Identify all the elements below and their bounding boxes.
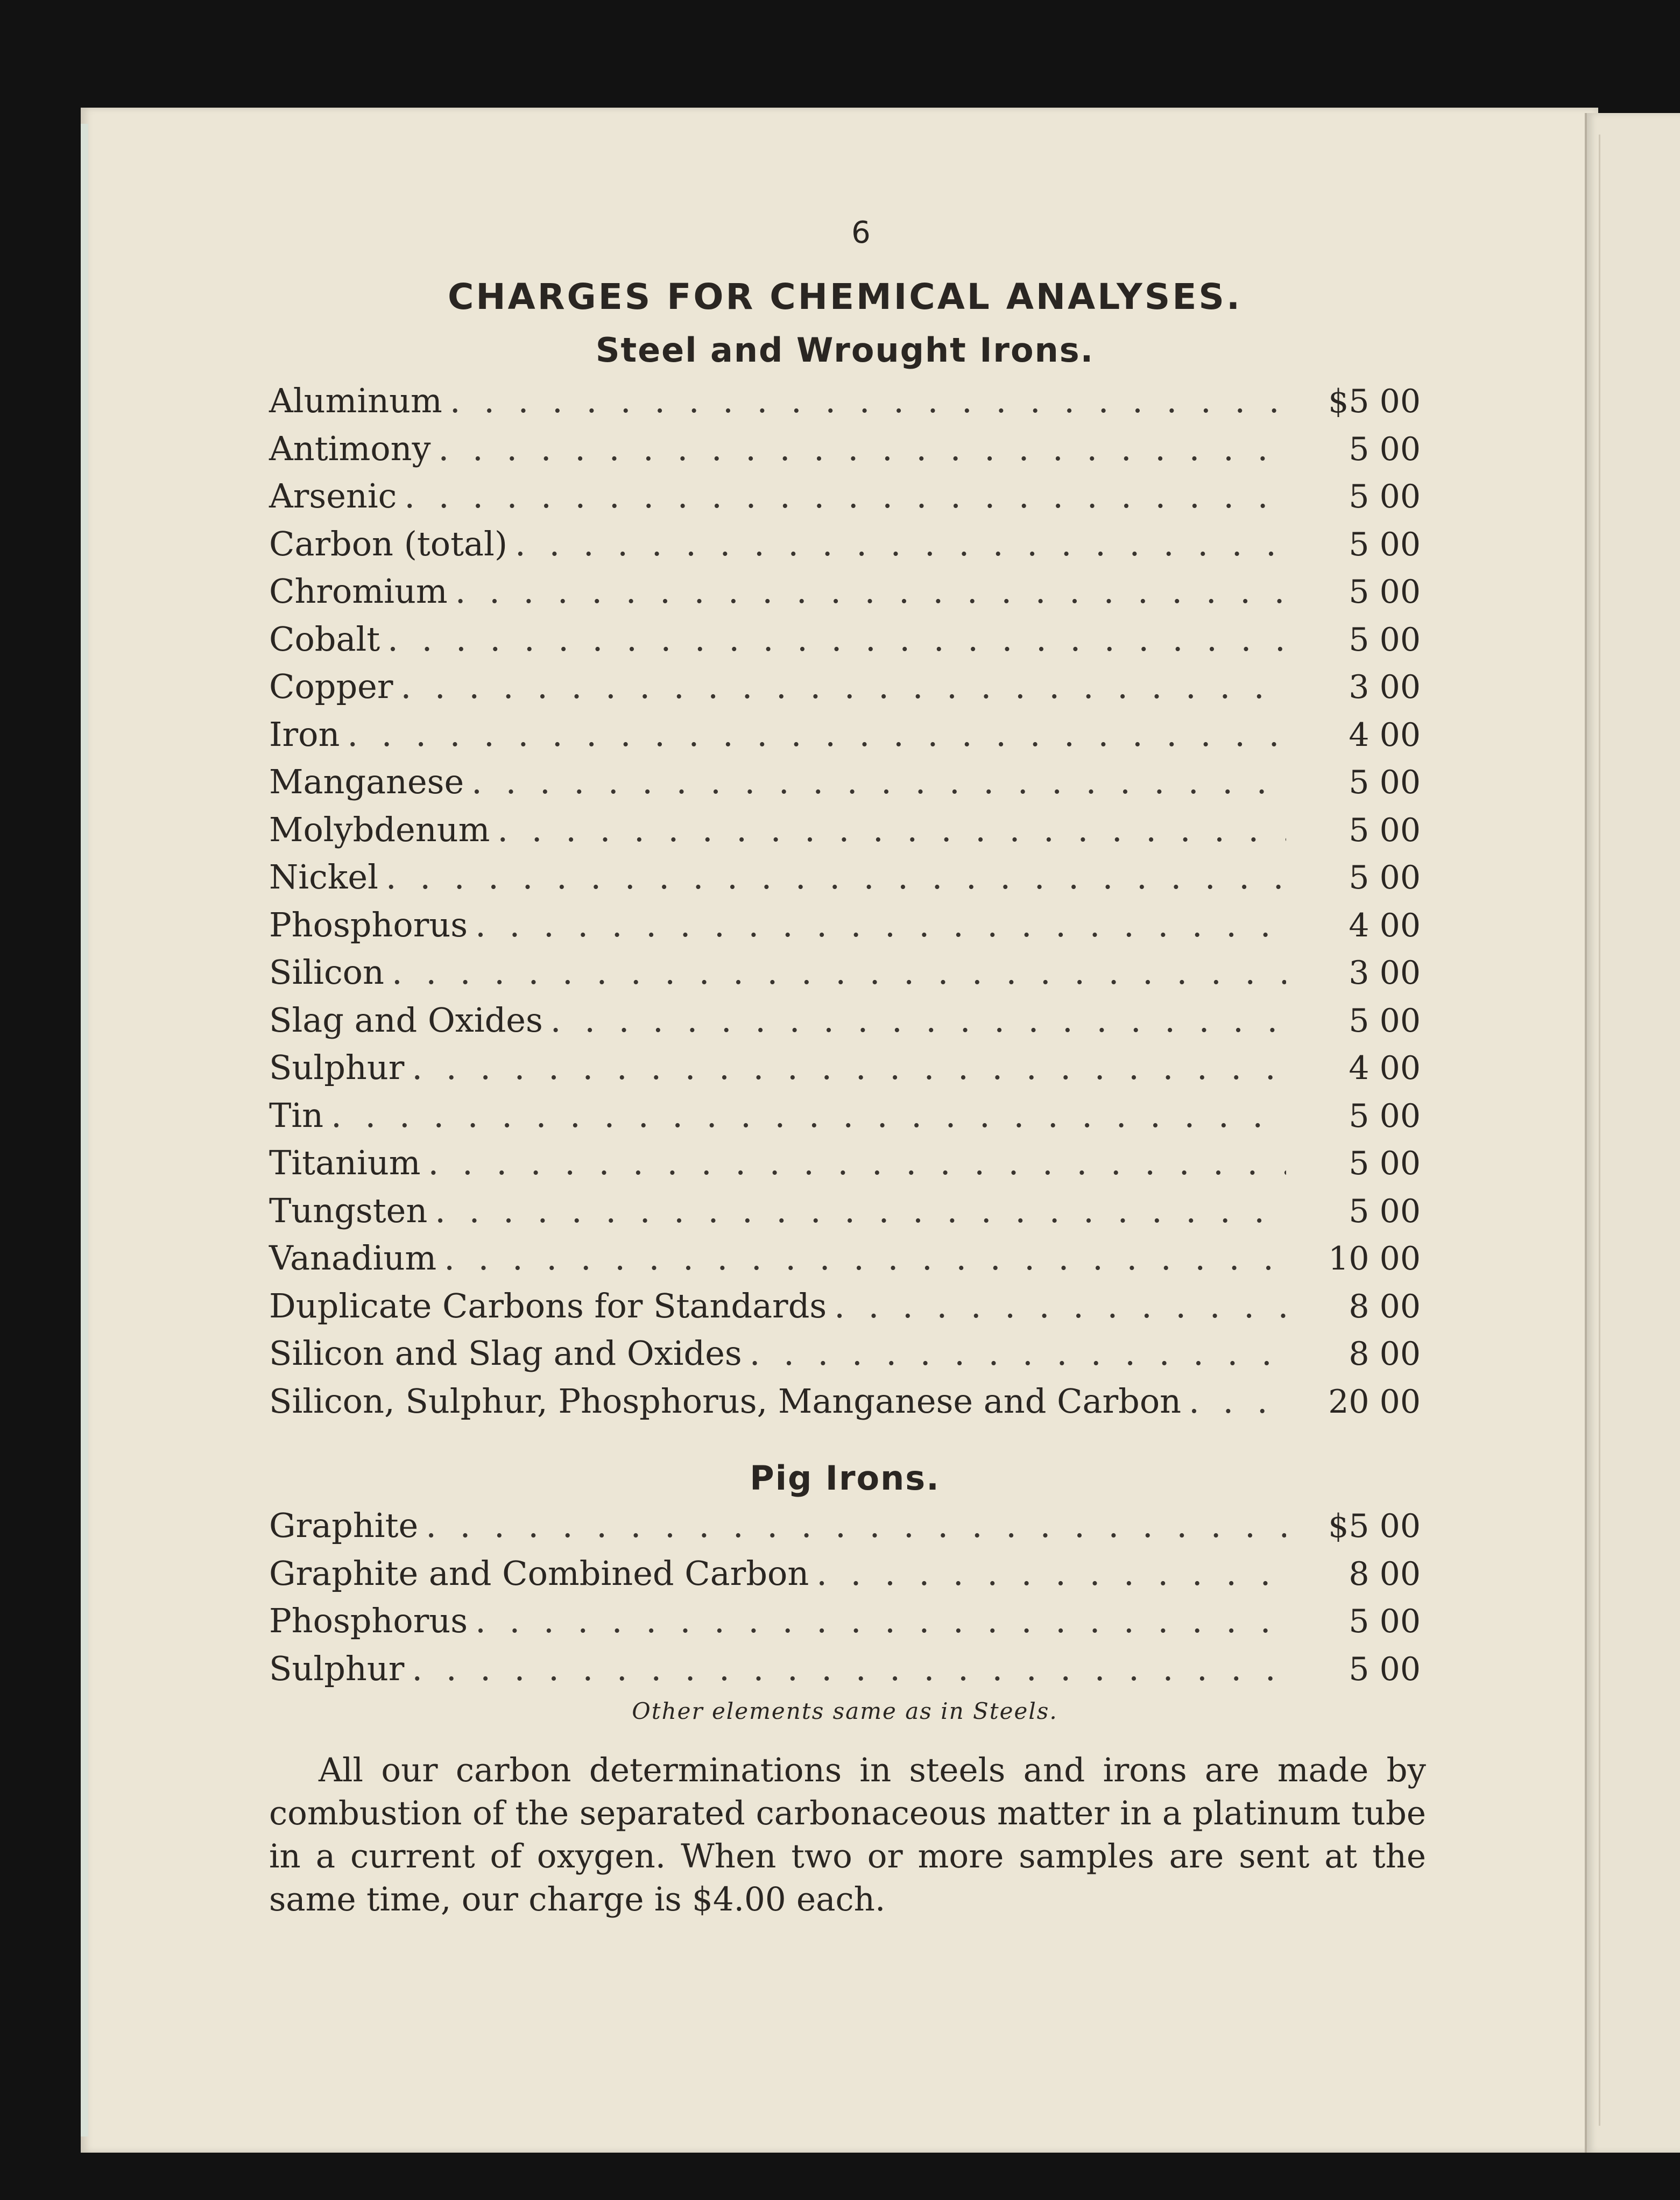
price-row <box>269 901 1421 949</box>
dot-leader <box>834 1282 1286 1330</box>
section-title-steel: Steel and Wrought Irons. <box>595 330 1095 370</box>
price-value: 4 00 <box>1349 906 1421 944</box>
price-value: 20 00 <box>1328 1383 1421 1421</box>
price-row <box>269 1330 1421 1378</box>
price-list-steel <box>269 377 1421 1425</box>
price-value: 5 00 <box>1349 764 1421 801</box>
carbon-determination-paragraph: All our carbon determinations in steels and irons are made by combustion of the separated carbonaceous matter in a platinum tube in a current of oxygen. When two or more samples are sent at the same time, our charge is $4.00 each. <box>269 1751 1426 1919</box>
price-value: 5 00 <box>1349 430 1421 468</box>
dot-leader <box>400 663 1286 711</box>
dot-leader <box>444 1235 1286 1282</box>
element-name: Cobalt <box>269 619 380 659</box>
element-name: Tungsten <box>269 1190 428 1230</box>
pig-irons-note: Other elements same as in Steels. <box>632 1698 1058 1724</box>
section-title-pig-irons: Pig Irons. <box>750 1458 940 1498</box>
dot-leader <box>475 1597 1286 1645</box>
price-row <box>269 520 1421 568</box>
dot-leader <box>412 1044 1286 1092</box>
element-name: Sulphur <box>269 1048 405 1087</box>
dot-leader <box>435 1187 1286 1235</box>
dot-leader <box>816 1550 1286 1598</box>
element-name: Manganese <box>269 762 464 801</box>
price-row <box>269 663 1421 711</box>
price-row <box>269 1378 1421 1426</box>
element-name: Vanadium <box>269 1238 437 1278</box>
price-value: 5 00 <box>1349 573 1421 611</box>
element-name: Titanium <box>269 1143 421 1182</box>
element-name: Copper <box>269 667 393 706</box>
price-row <box>269 1092 1421 1140</box>
element-name: Slag and Oxides <box>269 1000 543 1040</box>
price-row <box>269 1235 1421 1282</box>
page-number: 6 <box>851 215 871 250</box>
element-name: Chromium <box>269 572 448 611</box>
dot-leader <box>1189 1378 1286 1426</box>
price-value: 10 00 <box>1328 1240 1421 1278</box>
dot-leader <box>404 473 1286 520</box>
price-value: 5 00 <box>1349 811 1421 849</box>
price-value: 3 00 <box>1349 668 1421 706</box>
element-name: Silicon, Sulphur, Phosphorus, Manganese and Carbon <box>269 1381 1182 1421</box>
dot-leader <box>331 1092 1286 1140</box>
dot-leader <box>450 377 1286 425</box>
element-name: Graphite and Combined Carbon <box>269 1553 809 1593</box>
price-row <box>269 1645 1421 1693</box>
price-value: $5 00 <box>1328 383 1421 420</box>
dot-leader <box>471 758 1286 806</box>
dot-leader <box>392 949 1286 997</box>
dot-leader <box>347 711 1286 759</box>
price-row <box>269 1502 1421 1550</box>
dot-leader <box>412 1645 1286 1693</box>
element-name: Duplicate Carbons for Standards <box>269 1286 827 1325</box>
price-value: 4 00 <box>1349 716 1421 754</box>
element-name: Molybdenum <box>269 809 490 849</box>
price-value: 5 00 <box>1349 525 1421 563</box>
element-name: Aluminum <box>269 381 442 420</box>
price-value: 5 00 <box>1349 478 1421 516</box>
dot-leader <box>386 854 1286 901</box>
element-name: Iron <box>269 714 340 754</box>
dot-leader <box>497 806 1286 854</box>
element-name: Tin <box>269 1095 324 1135</box>
element-name: Silicon <box>269 953 384 992</box>
dot-leader <box>475 901 1286 949</box>
price-value: 3 00 <box>1349 954 1421 992</box>
price-row <box>269 377 1421 425</box>
facing-page-edge <box>1585 113 1680 2153</box>
price-row <box>269 425 1421 473</box>
price-value: 5 00 <box>1349 1650 1421 1688</box>
price-row <box>269 568 1421 616</box>
main-title: CHARGES FOR CHEMICAL ANALYSES. <box>447 276 1243 318</box>
price-list-pig-irons <box>269 1502 1421 1693</box>
price-row <box>269 711 1421 759</box>
dot-leader <box>387 616 1286 664</box>
element-name: Phosphorus <box>269 905 468 944</box>
element-name: Phosphorus <box>269 1601 468 1640</box>
price-value: 8 00 <box>1349 1287 1421 1325</box>
dot-leader <box>750 1330 1286 1378</box>
price-row <box>269 1044 1421 1092</box>
price-value: 5 00 <box>1349 620 1421 659</box>
dot-leader <box>455 568 1286 616</box>
price-row <box>269 1550 1421 1598</box>
price-value: 8 00 <box>1349 1335 1421 1373</box>
price-value: 5 00 <box>1349 1002 1421 1040</box>
price-value: 5 00 <box>1349 1145 1421 1182</box>
price-value: 5 00 <box>1349 1192 1421 1230</box>
price-row <box>269 997 1421 1045</box>
element-name: Sulphur <box>269 1648 405 1688</box>
page-content <box>269 215 1426 1921</box>
price-value: 8 00 <box>1349 1555 1421 1593</box>
price-row <box>269 473 1421 520</box>
element-name: Nickel <box>269 857 378 897</box>
price-value: 4 00 <box>1349 1049 1421 1087</box>
price-row <box>269 854 1421 901</box>
price-row <box>269 949 1421 997</box>
element-name: Silicon and Slag and Oxides <box>269 1334 742 1373</box>
element-name: Carbon (total) <box>269 524 508 563</box>
price-row <box>269 758 1421 806</box>
price-row <box>269 1187 1421 1235</box>
page-edge <box>81 124 88 2136</box>
element-name: Antimony <box>269 428 431 468</box>
dot-leader <box>515 520 1286 568</box>
price-value: 5 00 <box>1349 1603 1421 1640</box>
dot-leader <box>439 425 1286 473</box>
dot-leader <box>550 997 1286 1045</box>
price-row <box>269 616 1421 664</box>
price-row <box>269 806 1421 854</box>
dot-leader <box>428 1139 1286 1187</box>
element-name: Arsenic <box>269 476 397 516</box>
price-row <box>269 1282 1421 1330</box>
price-value: 5 00 <box>1349 859 1421 897</box>
page-fold <box>1599 135 1600 2126</box>
dot-leader <box>426 1502 1286 1550</box>
price-row <box>269 1139 1421 1187</box>
price-value: 5 00 <box>1349 1097 1421 1135</box>
price-row <box>269 1597 1421 1645</box>
element-name: Graphite <box>269 1506 419 1545</box>
price-value: $5 00 <box>1328 1507 1421 1545</box>
